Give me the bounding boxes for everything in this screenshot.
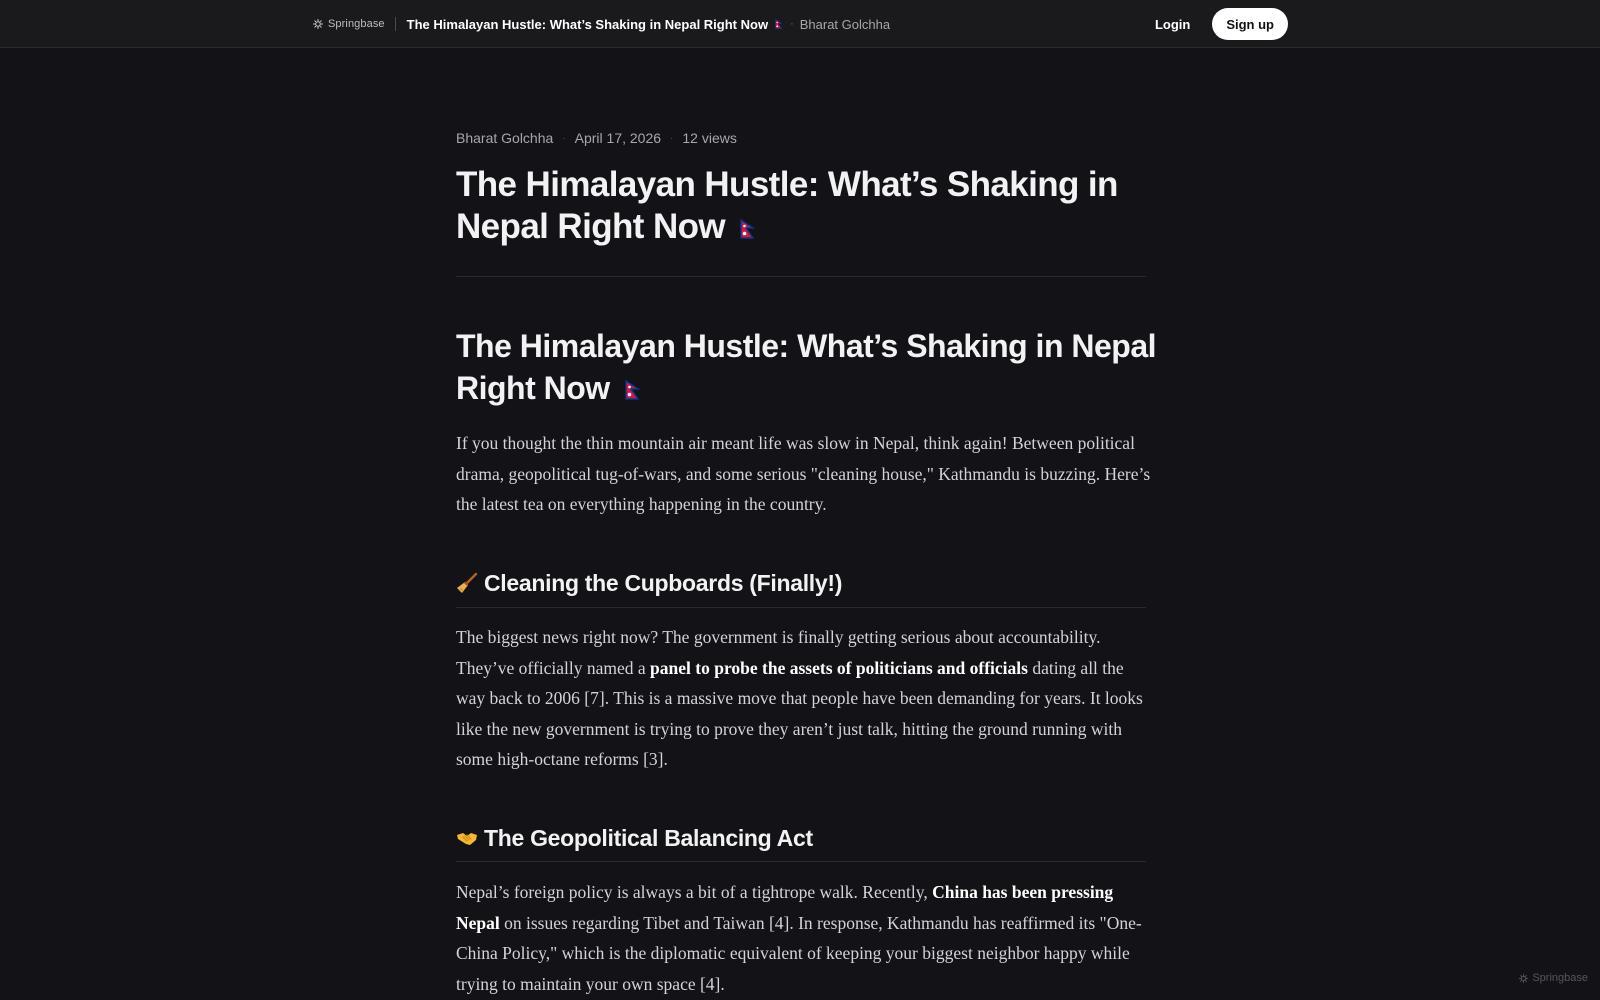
nepal-flag-icon <box>624 380 640 400</box>
body-heading <box>456 325 1156 409</box>
watermark-text: Springbase <box>1532 972 1588 984</box>
title-divider <box>456 276 1146 277</box>
paragraph-text: Nepal’s foreign policy is always a bit of a tightrope walk. Recently, <box>456 882 933 902</box>
page-title <box>456 164 1146 248</box>
springbase-logo-icon <box>312 18 324 30</box>
section-divider <box>456 861 1146 862</box>
section-paragraph-cleaning <box>456 622 1156 775</box>
article-meta <box>456 130 737 146</box>
nepal-flag-icon <box>775 19 782 29</box>
signup-button[interactable]: Sign up <box>1212 8 1288 40</box>
brand-logo[interactable] <box>312 18 385 30</box>
section-heading-text: The Geopolitical Balancing Act <box>484 825 813 851</box>
article-views: 12 views <box>682 130 737 146</box>
nav-separator: · <box>790 18 794 30</box>
nav-author-name[interactable]: Bharat Golchha <box>799 16 891 32</box>
section-heading-geopolitical <box>456 823 1146 853</box>
nav-divider <box>395 17 396 31</box>
meta-separator: · <box>562 132 566 144</box>
springbase-watermark[interactable] <box>1518 972 1588 984</box>
top-nav-bar <box>0 0 1600 48</box>
section-paragraph-geopolitical <box>456 877 1156 999</box>
top-nav-inner <box>312 0 1288 48</box>
article-author[interactable]: Bharat Golchha <box>456 130 554 146</box>
intro-paragraph: If you thought the thin mountain air meant life was slow in Nepal, think again! Between political drama, geopolitical tug-of-wars, and some serious "cleaning house," Kathmandu is buzzing. Here’s the latest tea on everything happening in the country. <box>456 433 1151 514</box>
brand-name: Springbase <box>328 18 385 30</box>
nav-article-title: The Himalayan Hustle: What’s Shaking in Nepal Right Now <box>406 16 769 32</box>
nav-actions <box>1155 8 1288 40</box>
body-heading-text: The Himalayan Hustle: What’s Shaking in Nepal Right Now <box>456 328 1157 406</box>
section-heading-text: Cleaning the Cupboards (Finally!) <box>484 570 843 596</box>
paragraph-text: dating all the way back to 2006 [7]. This is a massive move that people have been demanding for years. It looks like the new government is trying to prove they aren’t just talk, hitting the ground running with some high-octane reforms [3]. <box>456 657 1143 769</box>
springbase-logo-icon <box>1518 973 1529 984</box>
nepal-flag-icon <box>739 219 755 239</box>
meta-separator: · <box>670 132 674 144</box>
login-button[interactable]: Login <box>1154 16 1191 32</box>
section-divider <box>456 607 1146 608</box>
paragraph-text: on issues regarding Tibet and Taiwan [4]. In response, Kathmandu has reaffirmed its "One-China Policy," which is the diplomatic equivalent of keeping your biggest neighbor happy while trying to maintain your own space [4]. <box>456 912 1142 994</box>
handshake-icon <box>456 827 478 849</box>
article-date: April 17, 2026 <box>574 130 662 146</box>
page-title-text: The Himalayan Hustle: What’s Shaking in Nepal Right Now <box>456 165 1118 246</box>
section-heading-cleaning <box>456 568 1146 598</box>
broom-icon <box>456 572 478 594</box>
paragraph-bold-text: panel to probe the assets of politicians and officials <box>650 657 1028 678</box>
paragraph-text: The biggest news right now? The government is finally getting serious about accountability. They’ve officially named a <box>456 627 1101 678</box>
paragraph-bold-text: China has been pressing Nepal <box>456 882 1114 933</box>
